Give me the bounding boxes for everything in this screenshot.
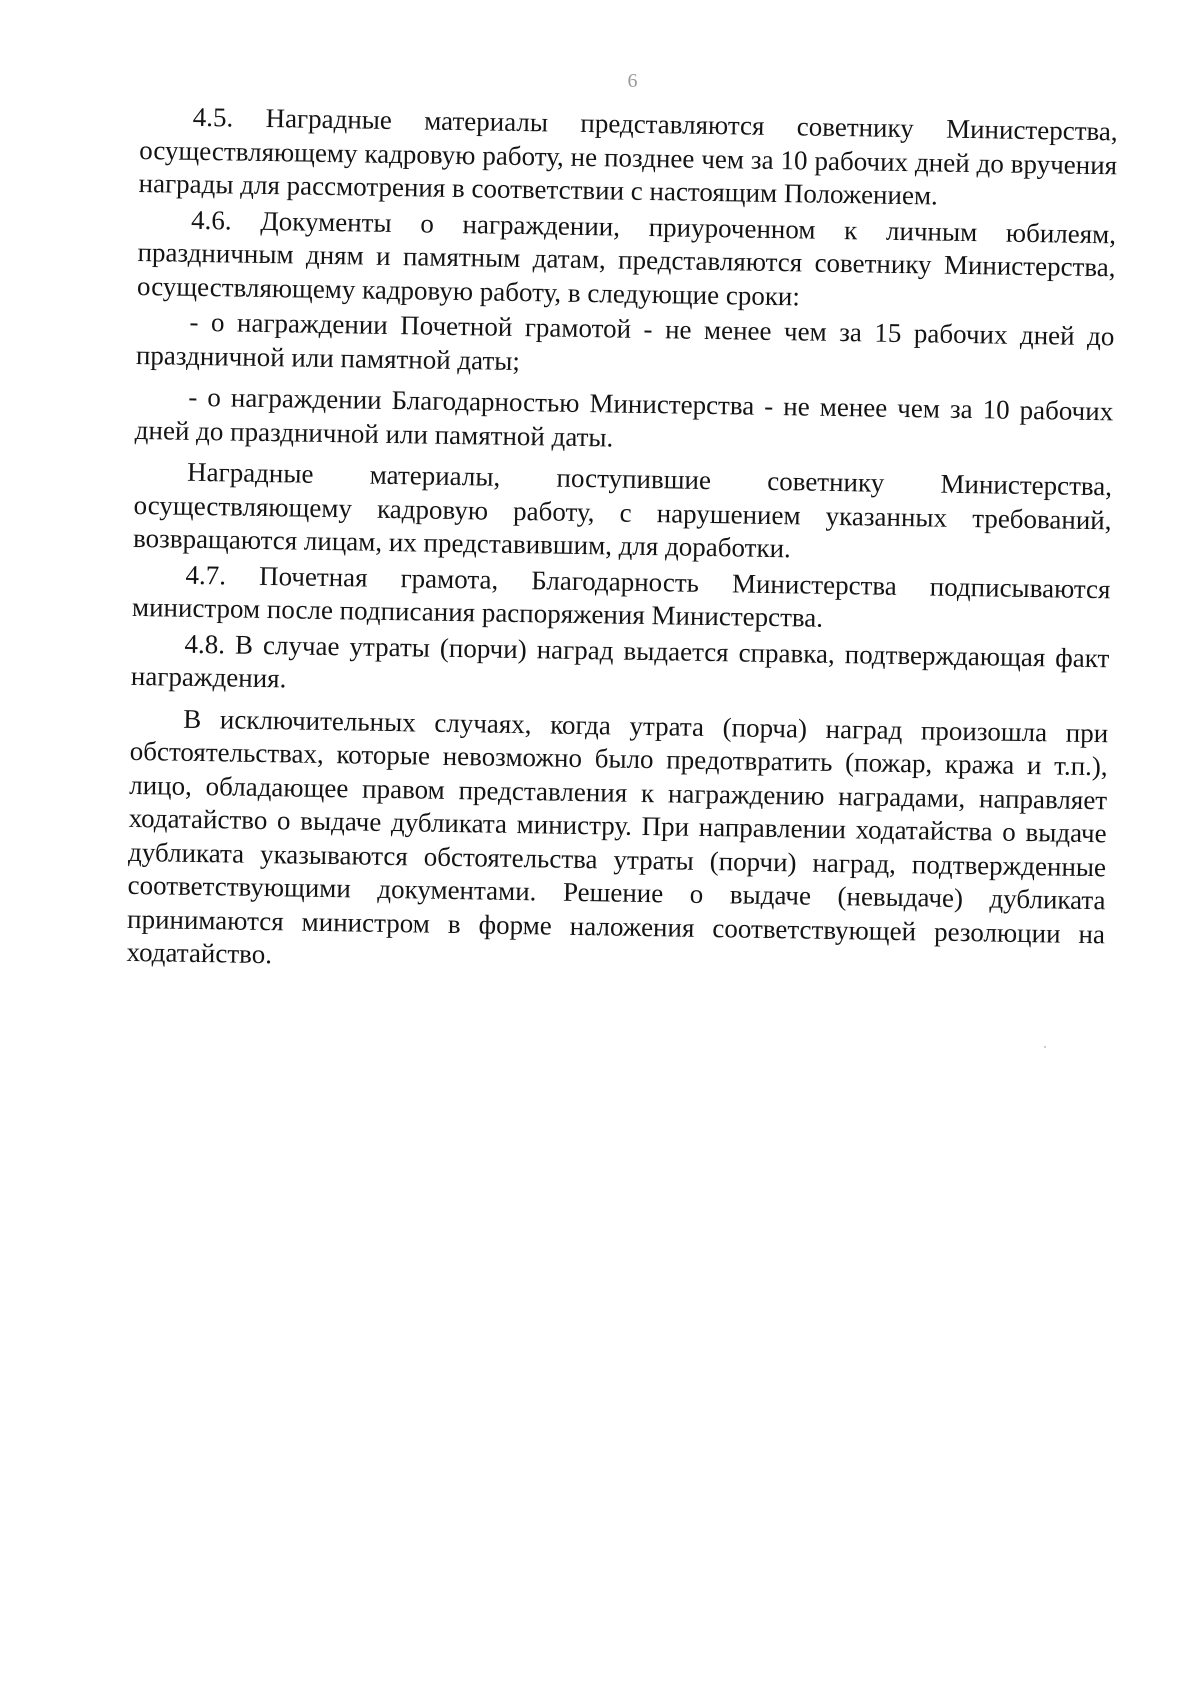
paragraph-4-5: 4.5. Наградные материалы представляются советнику Министерства, осуществляющему кадровую работу, не позднее чем за 10 рабочих дней до вручения награды для рассмотрения в соответствии с настоящим Положением. xyxy=(138,101,1118,211)
page-number: 6 xyxy=(627,70,638,92)
paragraph-4-6: 4.6. Документы о награждении, приуроченном к личным юбилеям, праздничным дням и памятным датам, представляются советнику Министерства, осуществляющему кадровую работу, в следующие сроки: xyxy=(136,204,1117,311)
document-body xyxy=(126,100,1118,987)
paragraph-4-8: 4.8. В случае утраты (порчи) наград выдается справка, подтверждающая факт награждения. xyxy=(130,628,1110,694)
paragraph-return-materials: Наградные материалы, поступившие советнику Министерства, осуществляющему кадровую работу, с нарушением указанных требований, возвращаются лицам, их представившим, для доработки. xyxy=(132,456,1113,564)
paragraph-4-7: 4.7. Почетная грамота, Благодарность Министерства подписываются министром после подписания распоряжения Министерства. xyxy=(131,559,1111,633)
paragraph-duplicate: В исключительных случаях, когда утрата (порча) наград произошла при обстоятельствах, которые невозможно было предотвратить (пожар, кража и т.п.), лицо, обладающее правом представления к награждению наградами, направляет ходатайство о выдаче дубликата министру. При направлении ходатайства о выдаче дубликата указываются обстоятельства утраты (порчи) наград, подтвержденные соответствующими документами. Решение о выдаче (невыдаче) дубликата принимаются министром в форме наложения соответствующей резолюции на ходатайство. xyxy=(126,703,1109,970)
list-item-pochetnaya-gramota: - о награждении Почетной грамотой - не менее чем за 15 рабочих дней до праздничной или памятной даты; xyxy=(135,306,1115,376)
scan-speck xyxy=(1044,1046,1046,1048)
list-item-blagodarnost: - о награждении Благодарностью Министерства - не менее чем за 10 рабочих дней до праздничной или памятной даты. xyxy=(134,381,1114,452)
